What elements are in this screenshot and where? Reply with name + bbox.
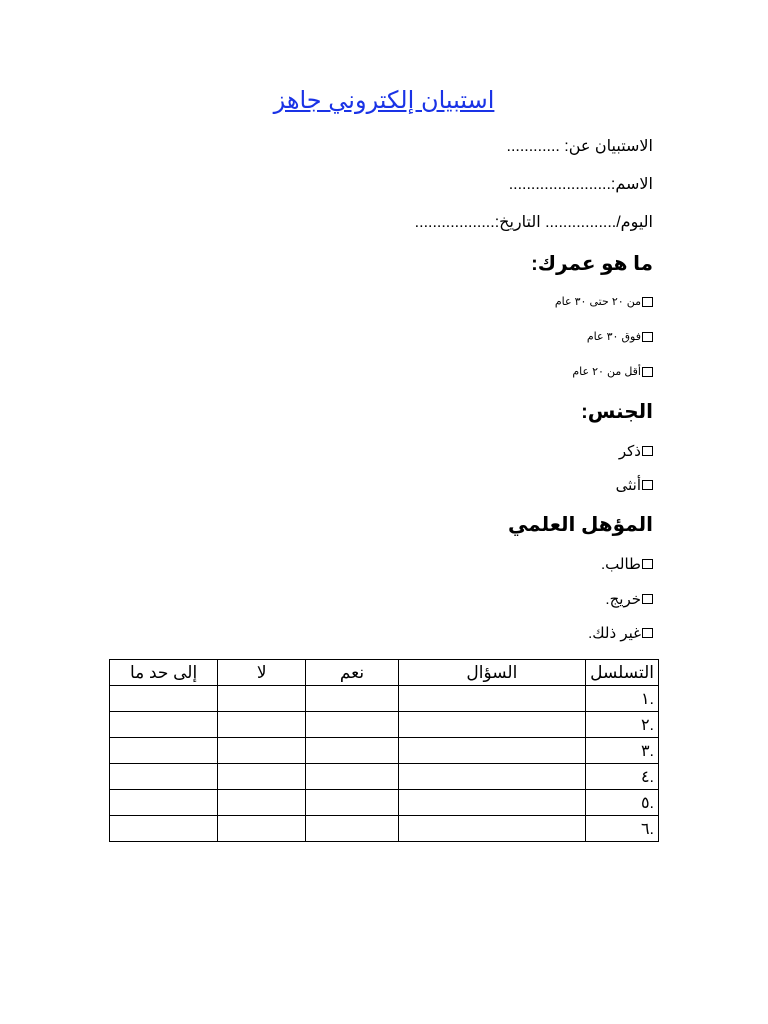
yes-cell[interactable] <box>306 738 398 764</box>
qualification-option-label: غير ذلك. <box>588 625 641 642</box>
age-option-over-30[interactable] <box>587 330 653 343</box>
age-option-20-30[interactable] <box>555 295 653 308</box>
row-sequence: .٣ <box>586 738 659 764</box>
no-cell[interactable] <box>218 712 306 738</box>
gender-option-label: أنثى <box>615 477 641 494</box>
table-row <box>110 712 659 738</box>
table-row <box>110 790 659 816</box>
gender-heading: الجنس: <box>581 401 653 423</box>
gender-option-male[interactable] <box>619 442 653 460</box>
qualification-option-graduate[interactable] <box>605 590 653 608</box>
row-sequence: .٢ <box>586 712 659 738</box>
no-cell[interactable] <box>218 738 306 764</box>
survey-title[interactable]: استبيان إلكتروني جاهز <box>273 87 495 114</box>
yes-cell[interactable] <box>306 686 398 712</box>
somewhat-cell[interactable] <box>110 764 218 790</box>
gender-option-female[interactable] <box>616 476 653 494</box>
qualification-option-label: طالب. <box>601 556 641 573</box>
gender-option-label: ذكر <box>618 443 641 460</box>
no-cell[interactable] <box>218 816 306 842</box>
question-cell[interactable] <box>398 712 586 738</box>
checkbox-icon[interactable] <box>642 297 653 307</box>
name-line: الاسم:....................... <box>508 176 653 193</box>
day-date-line: اليوم/................ التاريخ:.................. <box>414 214 653 231</box>
somewhat-cell[interactable] <box>110 790 218 816</box>
no-cell[interactable] <box>218 790 306 816</box>
qualification-heading: المؤهل العلمي <box>507 514 653 536</box>
somewhat-cell[interactable] <box>110 712 218 738</box>
checkbox-icon[interactable] <box>642 480 653 490</box>
qualification-option-student[interactable] <box>601 555 653 573</box>
somewhat-cell[interactable] <box>110 686 218 712</box>
qualification-option-label: خريج. <box>605 591 641 608</box>
header-sequence: التسلسل <box>586 660 659 686</box>
checkbox-icon[interactable] <box>642 559 653 569</box>
question-cell[interactable] <box>398 790 586 816</box>
no-cell[interactable] <box>218 686 306 712</box>
row-sequence: .١ <box>586 686 659 712</box>
yes-cell[interactable] <box>306 764 398 790</box>
checkbox-icon[interactable] <box>642 594 653 604</box>
questions-table <box>109 659 659 842</box>
header-yes: نعم <box>306 660 398 686</box>
table-header-row <box>110 660 659 686</box>
table-row <box>110 686 659 712</box>
question-cell[interactable] <box>398 816 586 842</box>
somewhat-cell[interactable] <box>110 816 218 842</box>
age-heading: ما هو عمرك: <box>531 253 653 275</box>
yes-cell[interactable] <box>306 790 398 816</box>
question-cell[interactable] <box>398 738 586 764</box>
survey-about-line: الاستبيان عن: ............ <box>506 138 653 155</box>
age-option-label: أقل من ٢٠ عام <box>572 366 641 378</box>
row-sequence: .٥ <box>586 790 659 816</box>
checkbox-icon[interactable] <box>642 446 653 456</box>
header-question: السؤال <box>398 660 586 686</box>
table-row <box>110 816 659 842</box>
header-somewhat: إلى حد ما <box>110 660 218 686</box>
table-row <box>110 764 659 790</box>
no-cell[interactable] <box>218 764 306 790</box>
somewhat-cell[interactable] <box>110 738 218 764</box>
qualification-option-other[interactable] <box>588 624 653 642</box>
question-cell[interactable] <box>398 764 586 790</box>
header-no: لا <box>218 660 306 686</box>
age-option-under-20[interactable] <box>572 365 653 378</box>
checkbox-icon[interactable] <box>642 367 653 377</box>
age-option-label: فوق ٣٠ عام <box>586 331 641 343</box>
row-sequence: .٤ <box>586 764 659 790</box>
row-sequence: .٦ <box>586 816 659 842</box>
age-option-label: من ٢٠ حتى ٣٠ عام <box>554 296 641 308</box>
table-row <box>110 738 659 764</box>
checkbox-icon[interactable] <box>642 332 653 342</box>
yes-cell[interactable] <box>306 816 398 842</box>
question-cell[interactable] <box>398 686 586 712</box>
yes-cell[interactable] <box>306 712 398 738</box>
checkbox-icon[interactable] <box>642 628 653 638</box>
